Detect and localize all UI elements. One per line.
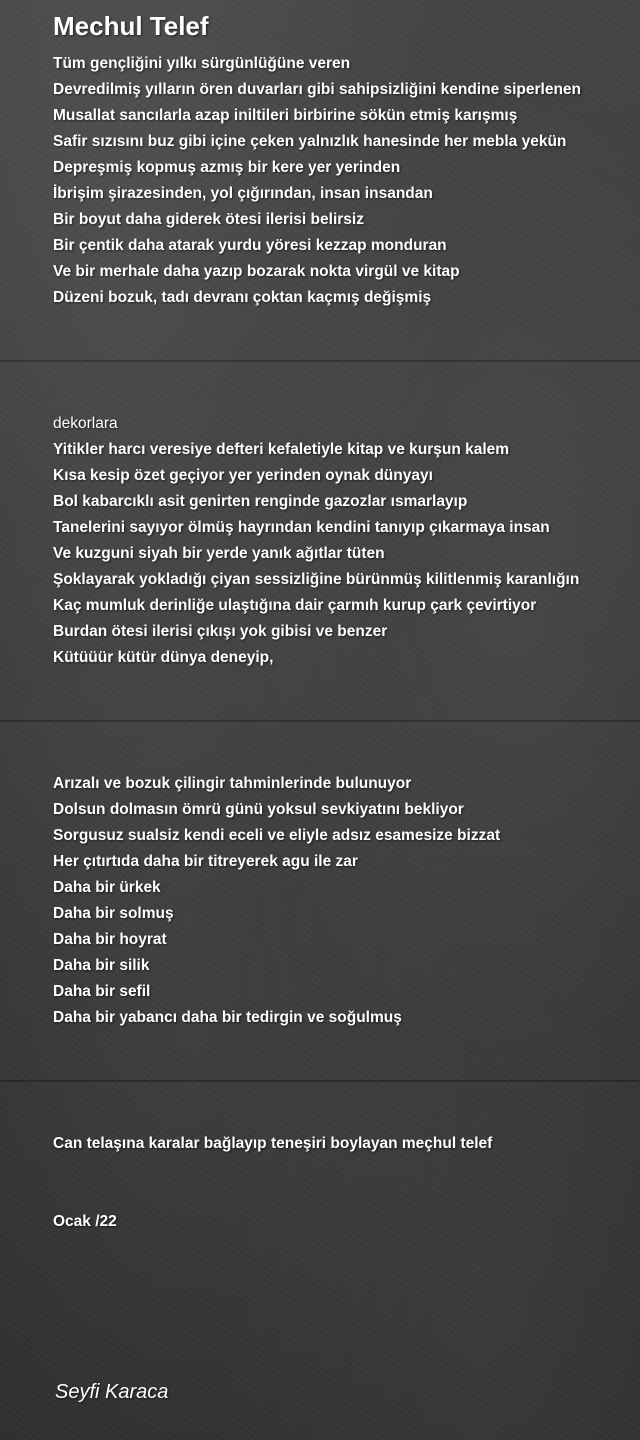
poem-line: Bir boyut daha giderek ötesi ilerisi belirsiz (53, 211, 364, 228)
poem-line: İbrişim şirazesinden, yol çığırından, insan insandan (53, 185, 433, 202)
poem-line: Tüm gençliğini yılkı sürgünlüğüne veren (53, 55, 351, 72)
section-divider-3 (0, 1080, 640, 1082)
poem-line: Her çıtırtıda daha bir titreyerek agu ile zar (53, 853, 358, 870)
poem-line: Can telaşına karalar bağlayıp teneşiri boylayan meçhul telef (53, 1135, 493, 1152)
poem-line: Depreşmiş kopmuş azmış bir kere yer yerinden (53, 159, 401, 176)
poem-line: Tanelerini sayıyor ölmüş hayrından kendini tanıyıp çıkarmaya insan (53, 519, 550, 536)
poem-line: Daha bir silik (53, 957, 150, 974)
poem-line: Dolsun dolmasın ömrü günü yoksul sevkiyatını bekliyor (53, 801, 464, 818)
poem-line: Kısa kesip özet geçiyor yer yerinden oynak dünyayı (53, 467, 433, 484)
stanza-3 (53, 771, 633, 1031)
poem-line: Kaç mumluk derinliğe ulaştığına dair çarmıh kurup çark çevirtiyor (53, 597, 537, 614)
poem-line: Daha bir hoyrat (53, 931, 167, 948)
poem-line: Ve bir merhale daha yazıp bozarak nokta virgül ve kitap (53, 263, 460, 280)
stanza-1 (53, 51, 633, 311)
section-divider-2 (0, 720, 640, 722)
poem-line: Daha bir sefil (53, 983, 151, 1000)
poem-line: Arızalı ve bozuk çilingir tahminlerinde bulunuyor (53, 775, 412, 792)
poem-line: Burdan ötesi ilerisi çıkışı yok gibisi ve benzer (53, 623, 388, 640)
poem-line: dekorlara (53, 415, 118, 432)
poem-line: Daha bir yabancı daha bir tedirgin ve soğulmuş (53, 1009, 402, 1026)
section-divider-1 (0, 360, 640, 362)
poem-line: Ve kuzguni siyah bir yerde yanık ağıtlar tüten (53, 545, 385, 562)
poem-line: Yitikler harcı veresiye defteri kefaletiyle kitap ve kurşun kalem (53, 441, 510, 458)
poem-title: Mechul Telef (53, 11, 209, 41)
poem-line: Musallat sancılarla azap iniltileri birbirine sökün etmiş karışmış (53, 107, 518, 124)
poem-line: Bir çentik daha atarak yurdu yöresi kezzap monduran (53, 237, 447, 254)
poem-line: Bol kabarcıklı asit genirten renginde gazozlar ısmarlayıp (53, 493, 468, 510)
poem-date-text: Ocak /22 (53, 1213, 117, 1230)
poem-line: Sorgusuz sualsiz kendi eceli ve eliyle adsız esamesize bizzat (53, 827, 501, 844)
poem-date (53, 1209, 633, 1235)
poem-line: Daha bir solmuş (53, 905, 174, 922)
poem-line: Daha bir ürkek (53, 879, 161, 896)
poem-line: Kütüüür kütür dünya deneyip, (53, 649, 274, 666)
stanza-4 (53, 1131, 633, 1157)
poem-author: Seyfi Karaca (55, 1381, 169, 1403)
poem-line: Şoklayarak yokladığı çiyan sessizliğine bürünmüş kilitlenmiş karanlığın (53, 571, 580, 588)
poem-line: Safir sızısını buz gibi içine çeken yalnızlık hanesinde her mebla yekün (53, 133, 567, 150)
poem-line: Düzeni bozuk, tadı devranı çoktan kaçmış değişmiş (53, 289, 432, 306)
poem-line: Devredilmiş yılların ören duvarları gibi sahipsizliğini kendine siperlenen (53, 81, 582, 98)
stanza-2 (53, 411, 633, 671)
